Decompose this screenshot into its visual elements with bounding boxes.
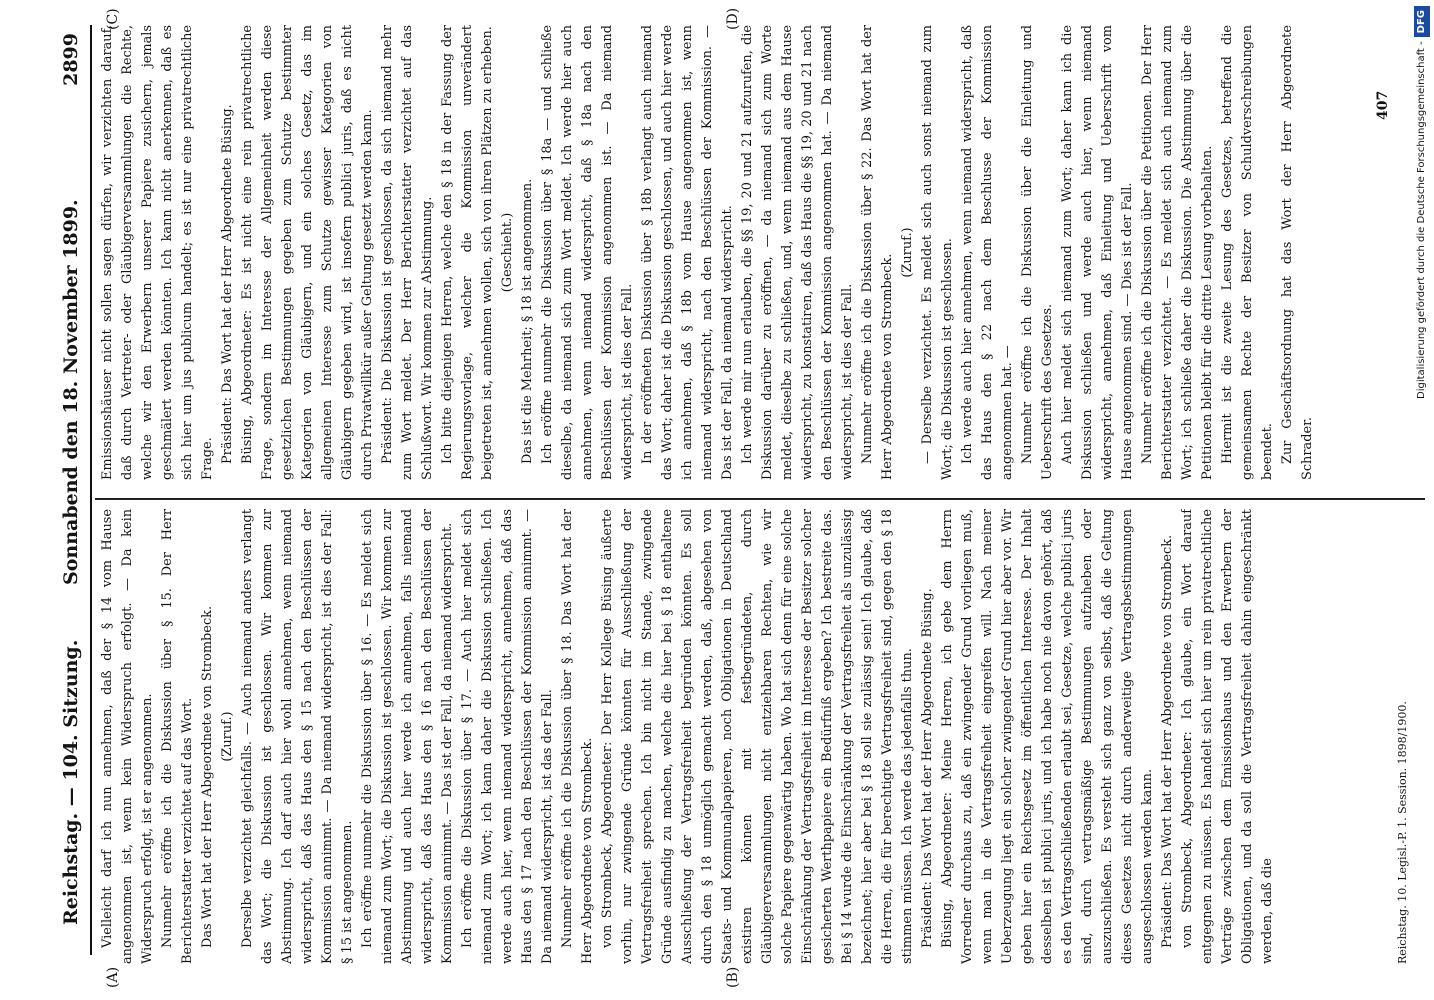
paragraph: Ich eröffne nunmehr die Diskussion über § 18a — und schließe dieselbe, da niemand sich zum Wort meldet. Ich werde hier auch annehmen, wenn niemand widerspricht, daß § 18a nach den Beschlüssen der Kommission angenommen ist. — Da niemand widerspricht, ist dies der Fall. [540,25,635,480]
interjection: (Zuruf.) [900,227,915,278]
paragraph: Hiermit ist die zweite Lesung des Gesetzes, betreffend die gemeinsamen Rechte der Besitzer von Schuldverschreibungen beendet. [1220,25,1275,480]
margin-marker-a: (A) [105,966,121,988]
footer-session-line: Reichstag. 10. Legisl.-P. 1. Session. 1898/1900. [1396,701,1409,964]
margin-marker-b: (B) [725,966,741,988]
paragraph: — Derselbe verzichtet. Es meldet sich auch sonst niemand zum Wort; die Diskussion ist geschlossen. [920,25,955,480]
right-text-column [98,25,1413,480]
paragraph: Ich eröffne die Diskussion über § 17. — Auch hier meldet sich niemand zum Wort; ich kann daher die Diskussion schließen. Ich werde auch hier, wenn niemand widerspricht, annehmen, daß das Haus den § 17 nach den Beschlüssen der Kommission annimmt. — Da niemand widerspricht, ist das der Fall. [460,509,555,964]
paragraph: Ich eröffne nunmehr die Diskussion über § 16. — Es meldet sich niemand zum Wort; die Diskussion ist geschlossen. Wir kommen zur Abstimmung und auch hier werde ich annehmen, falls niemand widerspricht, daß das Haus den § 16 nach den Beschlüssen der Kommission annimmt. — Das ist der Fall, da niemand widerspricht. [360,509,455,964]
paragraph: Nunmehr eröffne ich die Diskussion über § 15. Der Herr Berichterstatter verzichtet auf das Wort. [160,509,195,964]
speech-paragraph: Präsident: Das Wort hat der Herr Abgeordnete von Strombeck. [1160,534,1175,948]
paragraph: Emissionshäuser nicht sollen sagen dürfen, wir verzichten darauf, daß durch Vertreter- oder Gläubigerversammlungen die Rechte, welche wir den Erwerbern unserer Papiere zusichern, jemals geschmälert werden könnten. Ich kann nicht anerkennen, daß es sich hier um jus publicum handelt; es ist nur eine privatrechtliche Frage. [100,25,215,480]
credit-text: Digitalisierung gefördert durch die Deutsche Forschungsgemeinschaft - [1416,41,1427,399]
speech-paragraph: Büsing, Abgeordneter: Meine Herren, ich gebe dem Herrn Vorredner durchaus zu, daß ein zwingender Grund vorliegen muß, wenn man in die Vertragsfreiheit eingreifen will. Nach meiner Ueberzeugung liegt ein solcher zwingender Grund hier aber vor. Wir geben hier ein Reichsgesetz im öffentlichen Interesse. Der Inhalt desselben ist publici juris, und ich habe noch nie davon gehört, daß es den Vertragschließenden erlaubt sei, Gesetze, welche publici juris sind, durch vertragsmäßige Bestimmungen aufzuheben oder auszuschließen. Es versteht sich ganz von selbst, daß die Geltung dieses Gesetzes nicht durch anderweitige Vertragsbestimmungen ausgeschlossen werden kann. [940,509,1155,964]
paragraph: Das ist die Mehrheit; § 18 ist angenommen. [520,178,535,464]
paragraph: Derselbe verzichtet gleichfalls. — Auch niemand anders verlangt das Wort; die Diskussion ist geschlossen. Wir kommen zur Abstimmung. Ich darf auch hier wohl annehmen, wenn niemand widerspricht, daß das Haus den § 15 nach den Beschlüssen der Kommission annimmt. — Da niemand widerspricht, ist dies der Fall: § 15 ist angenommen. [240,509,355,964]
header-rule [90,25,92,955]
left-text-column [98,509,1413,964]
paragraph: Auch hier meldet sich niemand zum Wort; daher kann ich die Diskussion schließen und werde auch hier, wenn niemand widerspricht, annehmen, daß Einleitung und Ueberschrift vom Hause angenommen sind. — Dies ist der Fall. [1060,25,1135,480]
page-header [52,25,92,955]
paragraph: Vielleicht darf ich nun annehmen, daß der § 14 vom Hause angenommen ist, wenn kein Widerspruch erfolgt. — Da kein Widerspruch erfolgt, ist er angenommen. [100,509,155,964]
paragraph: Ich werde mir nun erlauben, die §§ 19, 20 und 21 aufzurufen, die Diskussion darüber zu eröffnen, — da niemand sich zum Worte meldet, dieselbe zu schließen, und, wenn niemand aus dem Hause widerspricht, zu konstatiren, daß das Haus die §§ 19, 20 und 21 nach den Beschlüssen der Kommission angenommen hat. — Da niemand widerspricht, ist dies der Fall. [740,25,855,480]
speech-paragraph: Präsident: Das Wort hat der Herr Abgeordnete Büsing. [220,104,235,464]
paragraph: Ich werde auch hier annehmen, wenn niemand widerspricht, daß das Haus den § 22 nach dem Beschlusse der Kommission angenommen hat. — [960,25,1015,480]
paragraph: Nunmehr eröffne ich die Diskussion über § 22. Das Wort hat der Herr Abgeordnete von Strombeck. [860,25,895,480]
margin-marker-d: (D) [725,7,741,30]
header-session-title: Reichstag. — 104. Sitzung. [60,639,82,925]
digitization-credit [1414,6,1430,994]
speech-paragraph: von Strombeck, Abgeordneter: Der Herr Kollege Büsing äußerte vorhin, nur zwingende Gründe könnten für Ausschließung der Vertragsfreiheit sprechen. Ich bin nicht im Stande, zwingende Gründe ausfindig zu machen, welche die hier bei § 18 enthaltene Ausschließung der Vertragsfreiheit begründen könnten. Es soll durch den § 18 unmöglich gemacht werden, daß, abgesehen von Staats- und Kommunalpapieren, noch Obligationen in Deutschland existiren können mit festbegründeten, durch Gläubigerversammlungen nicht entziehbaren Rechten, wie wir solche Papiere gegenwärtig haben. Wo hat sich denn für eine solche Einschränkung der Vertragsfreiheit im Interesse der Besitzer solcher gesicherten Werthpapiere ein Bedürfniß ergeben? Ich bestreite das. Bei § 14 wurde die Einschränkung der Vertragsfreiheit als unzulässig bezeichnet; hier aber bei § 18 soll sie zulässig sein! Ich glaube, daß die Herren, die für berechtigte Vertragsfreiheit sind, gegen den § 18 stimmen müssen. Ich werde das jedenfalls thun. [600,509,915,964]
paragraph: Nunmehr eröffne ich die Diskussion über die Petitionen. Der Herr Berichterstatter verzichtet. — Es meldet sich auch niemand zum Wort; ich schließe daher die Diskussion. Die Abstimmung über die Petitionen bleibt für die dritte Lesung vorbehalten. [1140,25,1215,480]
paragraph: Nunmehr eröffne ich die Diskussion über die Einleitung und Ueberschrift des Gesetzes. [1020,25,1055,480]
speech-paragraph: Büsing, Abgeordneter: Es ist nicht eine rein privatrechtliche Frage, sondern im Interesse der Allgemeinheit werden diese gesetzlichen Bestimmungen gegeben zum Schutze bestimmter Kategorien von Gläubigern, und ein solches Gesetz, das im allgemeinen Interesse zum Schutze gewisser Kategorien von Gläubigern gegeben wird, ist insofern publici juris, daß es nicht durch Privatwillkür außer Geltung gesetzt werden kann. [240,25,375,480]
paragraph: Nunmehr eröffne ich die Diskussion über § 18. Das Wort hat der Herr Abgeordnete von Strombeck. [560,509,595,964]
dfg-logo: DFG [1414,6,1430,37]
sheet-number: 407 [1375,90,1391,120]
interjection: (Geschieht.) [500,212,515,293]
interjection: (Zuruf.) [220,711,235,762]
paragraph: Zur Geschäftsordnung hat das Wort der Herr Abgeordnete Schrader. [1280,25,1315,480]
paragraph: In der eröffneten Diskussion über § 18b verlangt auch niemand das Wort; daher ist die Diskussion geschlossen, und auch hier werde ich annehmen, daß § 18b vom Hause angenommen ist, wenn niemand widerspricht, nach den Beschlüssen der Kommission. — Das ist der Fall, da niemand widerspricht. [640,25,735,480]
margin-marker-c: (C) [105,8,121,30]
column-separator [95,498,1425,500]
speech-paragraph: von Strombeck, Abgeordneter: Ich glaube, ein Wort darauf entgegnen zu müssen. Es handelt sich hier um rein privatrechtliche Verträge zwischen dem Emissionshaus und den Erwerbern der Obligationen, und da soll die Vertragsfreiheit dahin eingeschränkt werden, daß die [1180,509,1275,964]
speech-paragraph: Präsident: Das Wort hat der Herr Abgeordnete Büsing. [920,588,935,948]
header-date: Sonnabend den 18. November 1899. [60,199,82,585]
speech-paragraph: Präsident: Die Diskussion ist geschlossen, da sich niemand mehr zum Wort meldet. Der Herr Berichterstatter verzichtet auf das Schlußwort. Wir kommen zur Abstimmung. [380,25,435,480]
header-page-number: 2899 [60,33,82,86]
paragraph: Das Wort hat der Herr Abgeordnete von Strombeck. [200,605,215,948]
paragraph: Ich bitte diejenigen Herren, welche den § 18 in der Fassung der Regierungsvorlage, welcher die Kommission unverändert beigetreten ist, annehmen wollen, sich von ihren Plätzen zu erheben. [440,25,495,480]
